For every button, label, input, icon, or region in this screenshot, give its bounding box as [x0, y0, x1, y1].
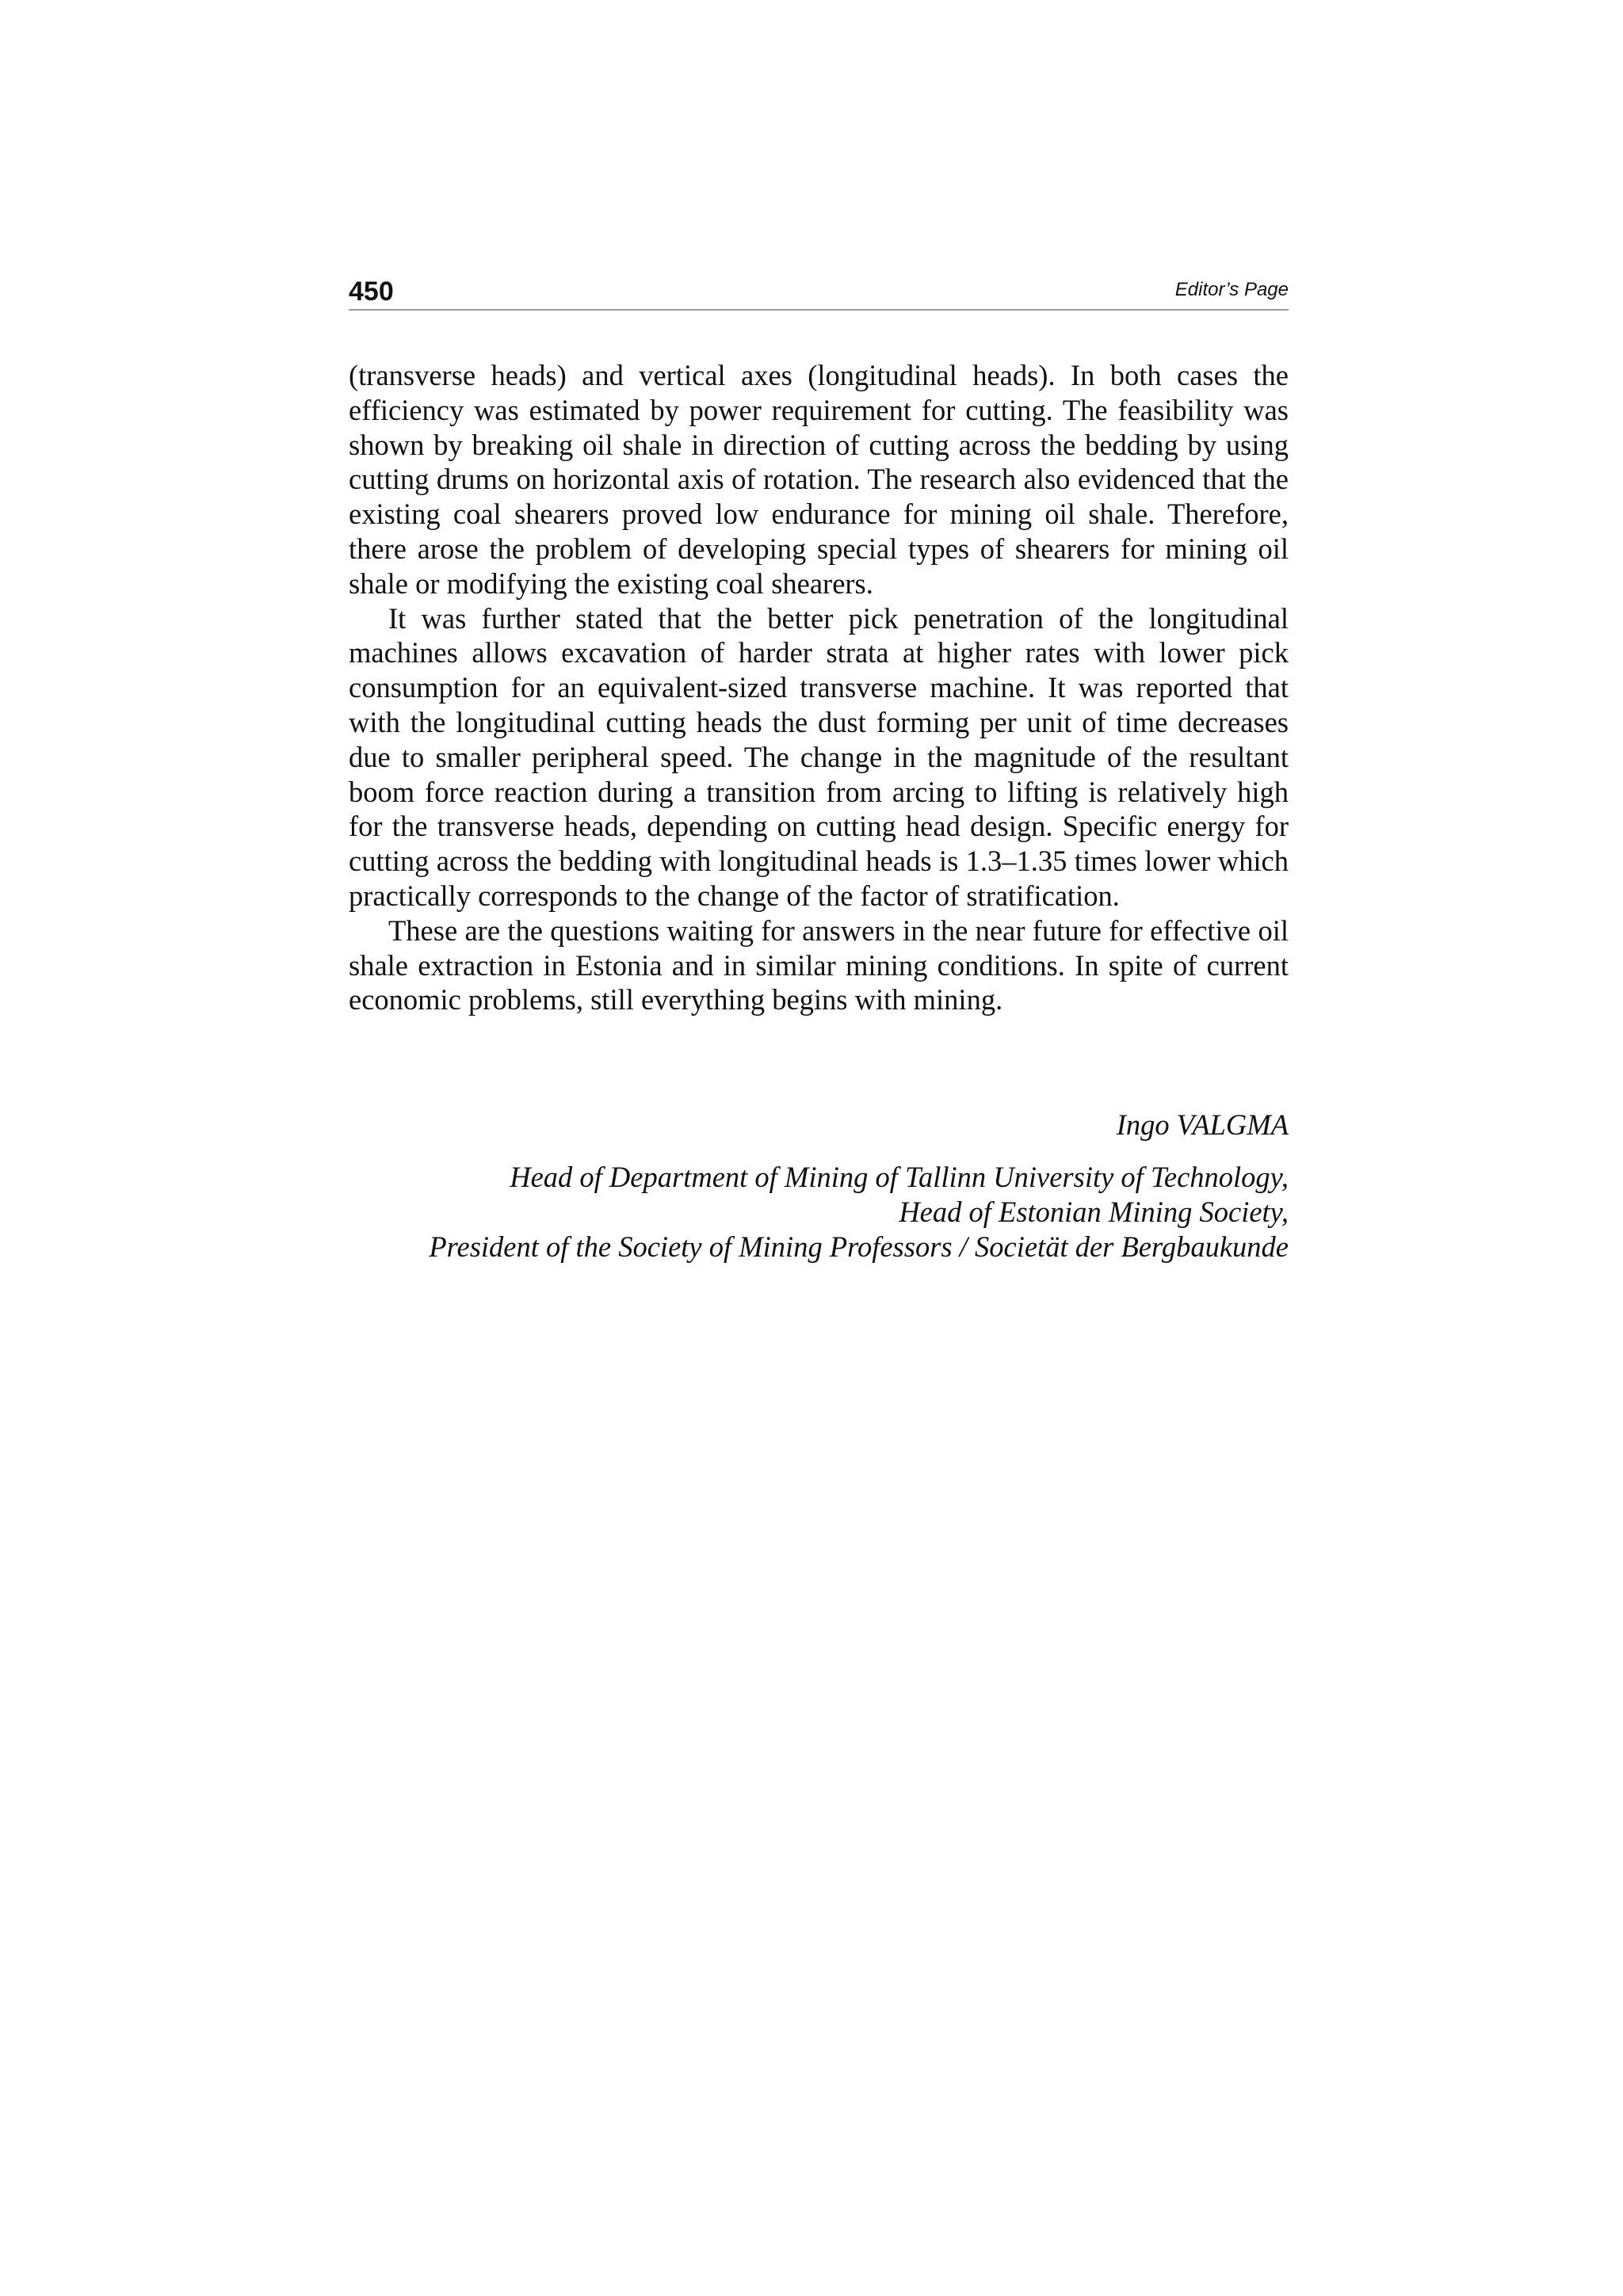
running-head: Editor’s Page: [1174, 279, 1289, 300]
affiliation-line: Head of Estonian Mining Society,: [899, 1196, 1289, 1228]
paragraph: (transverse heads) and vertical axes (longitudinal heads). In both cases the efficiency was estimated by power requirement for cutting. The feasibility was shown by breaking oil shale in direction of cutting across the bedding by using cutting drums on horizontal axis of rotation. The research also evidenced that the existing coal shearers proved low endurance for mining oil shale. Therefore, there arose the problem of developing special types of shearers for mining oil shale or modifying the existing coal shearers.: [349, 359, 1289, 600]
author-affiliations: [349, 1160, 1289, 1264]
page-header: [349, 274, 1289, 311]
paragraph: It was further stated that the better pick penetration of the longitudinal machines allows excavation of harder strata at higher rates with lower pick consumption for an equivalent-sized transverse machine. It was reported that with the longitudinal cutting heads the dust forming per unit of time decreases due to smaller peripheral speed. The change in the magnitude of the resultant boom force reaction during a transition from arcing to lifting is relatively high for the transverse heads, depending on cutting head design. Specific energy for cutting across the bedding with longitudinal heads is 1.3–1.35 times lower which practically corresponds to the change of the factor of stratification.: [349, 601, 1289, 912]
author-name: Ingo VALGMA: [1116, 1108, 1289, 1141]
paragraph: These are the questions waiting for answers in the near future for effective oil shale extraction in Estonia and in similar mining conditions. In spite of current economic problems, still everything begins with mining.: [349, 913, 1289, 1016]
page-number: 450: [349, 277, 394, 307]
affiliation-line: Head of Department of Mining of Tallinn University of Technology,: [510, 1161, 1289, 1193]
body-text: [349, 358, 1289, 1017]
affiliation-line: President of the Society of Mining Professors / Societät der Bergbaukunde: [429, 1230, 1289, 1263]
signature-block: [349, 1108, 1289, 1264]
